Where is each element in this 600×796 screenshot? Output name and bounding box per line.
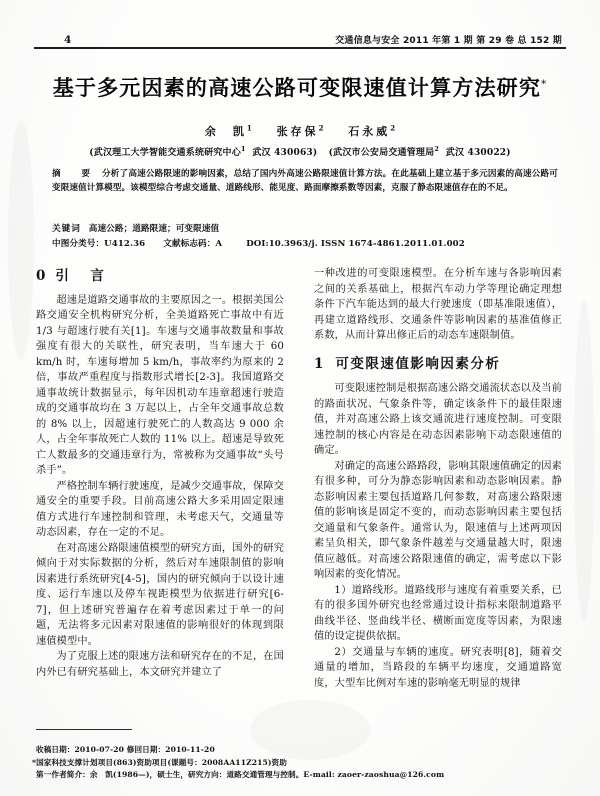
author-2-name: 张存保 <box>276 125 319 138</box>
keywords <box>52 222 558 237</box>
author-list <box>0 123 600 139</box>
paragraph: 严格控制车辆行驶速度，是减少交通事故，保障交通安全的重要手段。目前高速公路大多采用固定限速值方式进行车速控制和管理，未考虑天气，交通量等动态因素，存在一定的不足。 <box>36 480 284 539</box>
footnotes <box>32 744 564 782</box>
clc-number: 中图分类号：U412.36 <box>52 239 146 249</box>
affiliation-2-text: (武汉市公安局交通管理局 <box>328 148 435 158</box>
section-0-number: 0 <box>36 268 46 284</box>
abstract-label: 摘 要 <box>52 169 97 179</box>
affiliation-1-city: 武汉 430063) <box>252 148 318 158</box>
affiliation-1-text: (武汉理工大学智能交通系统研究中心 <box>89 148 241 158</box>
affiliation-2-mark: 2 <box>434 145 440 153</box>
paragraph: 超速是道路交通事故的主要原因之一。根据美国公路交通安全机构研究分析，全美道路死亡事故中有近 1/3 与超速行驶有关[1]。车速与交通事故数量和事故强度有很大的关联性，研究表明，当车速大于 60 km/h 时，车速每增加 5 km/h，事故率约为原来的 2 倍，事故严重程度与指数形式增长[2-3]。我国道路交通事故统计数据显示，每年因机动车违章超速行驶造成的交通事故均在 3 万起以上，占全年交通事故总数的 8% 以上，因超速行驶死亡的人数高达 9 000 余人，占全年事故死亡人数的 11% 以上。超速是导致死亡人数最多的交通违章行为，常被称为交通事故“头号杀手”。 <box>36 294 284 477</box>
keywords-label: 关键词 <box>52 224 81 234</box>
paragraph: 1）道路线形。道路线形与速度有着重要关系，已有的很多国外研究也经常通过设计指标来限制道路平曲线半径、竖曲线半径、横断面宽度等因素，为限速值的设定提供依据。 <box>314 584 562 643</box>
journal-issue-line: 交通信息与安全 2011 年第 1 期 第 29 卷 总 152 期 <box>335 36 562 46</box>
keywords-text: 高速公路；道路限速；可变限速值 <box>88 224 220 234</box>
column-right <box>314 266 562 691</box>
author-1-mark: 1 <box>246 123 252 133</box>
paragraph: 对确定的高速公路路段，影响其限速值确定的因素有很多种，可分为静态影响因素和动态影响因素。静态影响因素主要包括道路几何参数，对高速公路限速值的影响该是固定不变的，而动态影响因素主要包括交通量和气象条件。通常认为，限速值与上述两项因素呈负相关，即气象条件越差与交通量越大时，限速值应越低。对高速公路限速值的确定，需考虑以下影响因素的变化情况。 <box>314 460 562 581</box>
title-footnote-mark: * <box>541 79 548 90</box>
affiliation-1-mark: 1 <box>240 145 246 153</box>
section-1-number: 1 <box>314 355 324 372</box>
affiliation-1 <box>89 145 318 158</box>
document-code: 文献标志码：A <box>163 239 223 249</box>
affiliation-2 <box>328 145 511 158</box>
affiliation-2-city: 武汉 430022) <box>445 148 511 158</box>
article-title: 基于多元因素的高速公路可变限速值计算方法研究 <box>52 75 542 100</box>
section-1-title: 可变限速值影响因素分析 <box>335 355 501 372</box>
author-3-mark: 2 <box>390 123 396 133</box>
footnote-funding: *国家科技支撑计划项目(863)资助项目(课题号：2008AA11Z215)资助 <box>32 757 287 767</box>
paragraph: 在对高速公路限速值模型的研究方面，国外的研究倾向于对实际数据的分析，然后对车速限制值的影响因素进行系统研究[4-5]，国内的研究倾向于以设计速度、运行车速以及停车视距模型为依据进行研究[6-7]，但上述研究普遍存在着考虑因素过于单一的问题，无法将多元因素对限速值的影响很好的体现到限速值模型中。 <box>36 542 284 647</box>
affiliation-line <box>0 145 600 158</box>
abstract <box>52 168 558 196</box>
author-2-mark: 2 <box>318 123 324 133</box>
running-head <box>34 28 566 46</box>
column-left <box>36 266 284 680</box>
classification-line <box>52 237 558 252</box>
section-heading-1 <box>314 354 562 375</box>
footnote-dates: 收稿日期：2010-07-20 修回日期：2010-11-20 <box>36 744 215 754</box>
author-2 <box>277 125 324 138</box>
doi: DOI:10.3963/j. ISSN 1674-4861.2011.01.002 <box>246 239 465 249</box>
abstract-text: 分析了高速公路限速的影响因素，总结了国内外高速公路限速值计算方法。在此基础上建立基于多元因素的高速公路可变限速值计算模型。该模型综合考虑交通量、道路线形、能见度、路面摩擦系数等因素，克服了静态限速值存在的不足。 <box>52 169 558 193</box>
author-1 <box>205 125 252 138</box>
section-0-title: 引 言 <box>55 268 108 284</box>
section-heading-0 <box>36 268 284 286</box>
paragraph-continued: 一种改进的可变限速模型。在分析车速与各影响因素之间的关系基础上，根据汽车动力学等理论确定理想条件下汽车能达到的最大行驶速度（即基准限速值），再建立道路线形、交通条件等影响因素的基准值修正系数，从而计算出修正后的动态车速限制值。 <box>314 268 562 341</box>
scan-artifact <box>574 300 594 620</box>
author-3-name: 石永威 <box>348 125 391 138</box>
page-number: 4 <box>64 34 72 46</box>
header-rule <box>34 47 566 49</box>
page-title <box>0 72 600 102</box>
paragraph: 可变限速控制是根据高速公路交通流状态以及当前的路面状况、气象条件等，确定该条件下的最佳限速值，并对高速公路上该交通流进行速度控制。可变限速控制的核心内容是在动态因素影响下动态限速值的确定。 <box>314 383 562 457</box>
author-1-name: 余 凯 <box>204 125 247 138</box>
paragraph: 为了克服上述的限速方法和研究存在的不足，在国内外已有研究基础上，本文研究并建立了 <box>36 651 284 678</box>
footnote-rule <box>36 729 132 730</box>
paragraph: 2）交通量与车辆的速度。研究表明[8]，随着交通量的增加，当路段的车辆平均速度，交通道路宽度，大型车比例对车速的影响毫无明显的规律 <box>314 646 562 689</box>
footnote-author-bio: 第一作者简介：余 凯(1986—)，硕士生，研究方向：道路交通管理与控制。E-mail: zaoer-zaoshua@126.com <box>36 770 445 780</box>
author-3 <box>348 125 395 138</box>
